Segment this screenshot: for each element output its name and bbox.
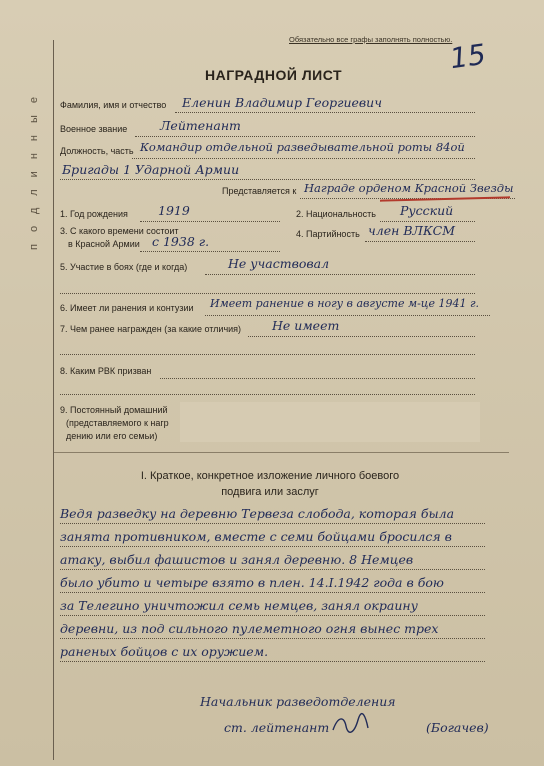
position-line-2	[60, 178, 475, 180]
rank-label: Военное звание	[60, 124, 128, 134]
signature-rank: ст. лейтенант	[224, 720, 330, 735]
side-text: подлинные	[28, 85, 40, 250]
rank-line	[135, 135, 475, 137]
name-line	[175, 111, 475, 113]
story-line	[60, 568, 485, 570]
party-value: член ВЛКСМ	[368, 223, 455, 238]
presented-value: Награде орденом Красной Звезды	[304, 181, 514, 195]
document-title: НАГРАДНОЙ ЛИСТ	[205, 67, 343, 83]
handwritten-number: 15	[447, 37, 488, 76]
story-line-5: за Телегино уничтожил семь немцев, занял окраину	[60, 598, 418, 613]
awards-line-2	[60, 353, 475, 355]
story-line-1: Ведя разведку на деревню Тервеза слобода, которая была	[60, 506, 455, 521]
rvk-line-2	[60, 393, 475, 395]
position-label: Должность, часть	[60, 146, 134, 156]
story-line	[60, 545, 485, 547]
address-label-2: (представляемого к нагр	[66, 418, 169, 428]
battles-line-1	[205, 273, 475, 275]
party-line	[365, 240, 475, 242]
nationality-value: Русский	[400, 203, 454, 218]
awards-value: Не имеет	[272, 318, 340, 333]
wounds-line	[205, 314, 490, 316]
army-line	[140, 250, 280, 252]
awards-label: 7. Чем ранее награжден (за какие отличия)	[60, 324, 242, 334]
story-line	[60, 522, 485, 524]
birth-line	[140, 220, 280, 222]
address-label-3: дению или его семьи)	[66, 431, 158, 441]
battles-line-2	[60, 292, 475, 294]
battles-label: 5. Участие в боях (где и когда)	[60, 262, 188, 272]
section-title-1: I. Краткое, конкретное изложение личного боевого	[140, 470, 400, 482]
signature-mark	[330, 712, 370, 738]
presented-label: Представляется к	[222, 186, 297, 196]
section-title-2: подвига или заслуг	[221, 486, 319, 498]
rvk-label: 8. Каким РВК призван	[60, 366, 152, 376]
story-line-6: деревни, из под сильного пулеметного огня вынес трех	[60, 621, 439, 636]
fill-note: Обязательно все графы заполнять полностью.	[289, 35, 453, 44]
story-line-4: было убито и четыре взято в плен. 14.I.1942 года в бою	[60, 575, 444, 590]
story-line-2: занята противником, вместе с семи бойцами бросился в	[60, 529, 452, 544]
story-line	[60, 591, 485, 593]
address-blank-area	[180, 402, 480, 442]
story-line	[60, 614, 485, 616]
wounds-label: 6. Имеет ли ранения и контузии	[60, 303, 194, 313]
story-line	[60, 660, 485, 662]
awards-line	[248, 335, 475, 337]
battles-value: Не участвовал	[228, 256, 330, 271]
rank-value: Лейтенант	[160, 118, 241, 133]
birth-label: 1. Год рождения	[60, 209, 128, 219]
story-line	[60, 637, 485, 639]
army-label-2: в Красной Армии	[68, 239, 140, 249]
birth-value: 1919	[158, 203, 190, 218]
margin-line	[53, 40, 54, 760]
position-value-2: Бригады 1 Ударной Армии	[62, 162, 240, 177]
signature-title: Начальник разведотделения	[200, 694, 396, 709]
position-line-1	[132, 157, 475, 159]
story-line-7: раненых бойцов с их оружием.	[60, 644, 269, 659]
nationality-line	[380, 220, 475, 222]
nationality-label: 2. Национальность	[296, 209, 376, 219]
position-value-1: Командир отдельной разведывательной роты 84ой	[140, 140, 465, 154]
rvk-line	[160, 377, 475, 379]
name-value: Еленин Владимир Георгиевич	[182, 95, 382, 110]
section-divider	[54, 452, 509, 453]
name-label: Фамилия, имя и отчество	[60, 100, 167, 110]
party-label: 4. Партийность	[296, 229, 360, 239]
army-value: с 1938 г.	[152, 234, 210, 249]
wounds-value: Имеет ранение в ногу в августе м-це 1941 г.	[210, 297, 480, 310]
army-label-1: 3. С какого времени состоит	[60, 226, 179, 236]
story-line-3: атаку, выбил фашистов и занял деревню. 8 Немцев	[60, 552, 414, 567]
signature-name: (Богачев)	[426, 720, 489, 735]
address-label-1: 9. Постоянный домашний	[60, 405, 168, 415]
